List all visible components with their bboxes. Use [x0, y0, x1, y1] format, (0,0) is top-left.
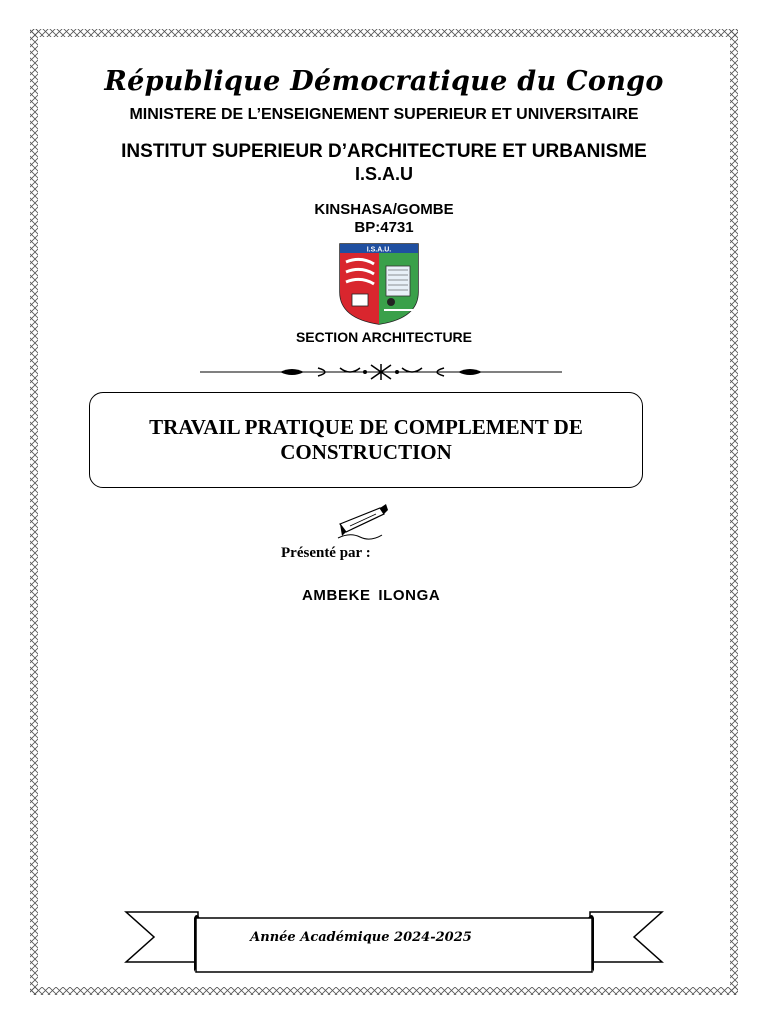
institute-po-box: BP:4731: [354, 219, 414, 236]
author-name: AMBEKE ILONGA: [302, 587, 441, 604]
ornament-divider-icon: [200, 362, 562, 382]
country-title: République Démocratique du Congo: [104, 66, 664, 97]
institute-city: KINSHASA/GOMBE: [314, 201, 454, 218]
academic-year: Année Académique 2024-2025: [250, 930, 472, 945]
pen-writing-icon: [336, 502, 388, 540]
section-label: SECTION ARCHITECTURE: [295, 329, 473, 345]
isau-logo-icon: [336, 240, 422, 326]
institute-acronym: I.S.A.U: [354, 164, 413, 184]
logo-text: I.S.A.U.: [366, 246, 392, 254]
presented-by-label: Présenté par :: [281, 545, 371, 561]
document-title: TRAVAIL PRATIQUE DE COMPLEMENT DE CONSTRUCTION: [149, 415, 583, 464]
institute-name: INSTITUT SUPERIEUR D’ARCHITECTURE ET URBANISME: [121, 141, 647, 162]
title-box: [89, 392, 643, 488]
ministry-name: MINISTERE DE L’ENSEIGNEMENT SUPERIEUR ET UNIVERSITAIRE: [129, 106, 639, 123]
